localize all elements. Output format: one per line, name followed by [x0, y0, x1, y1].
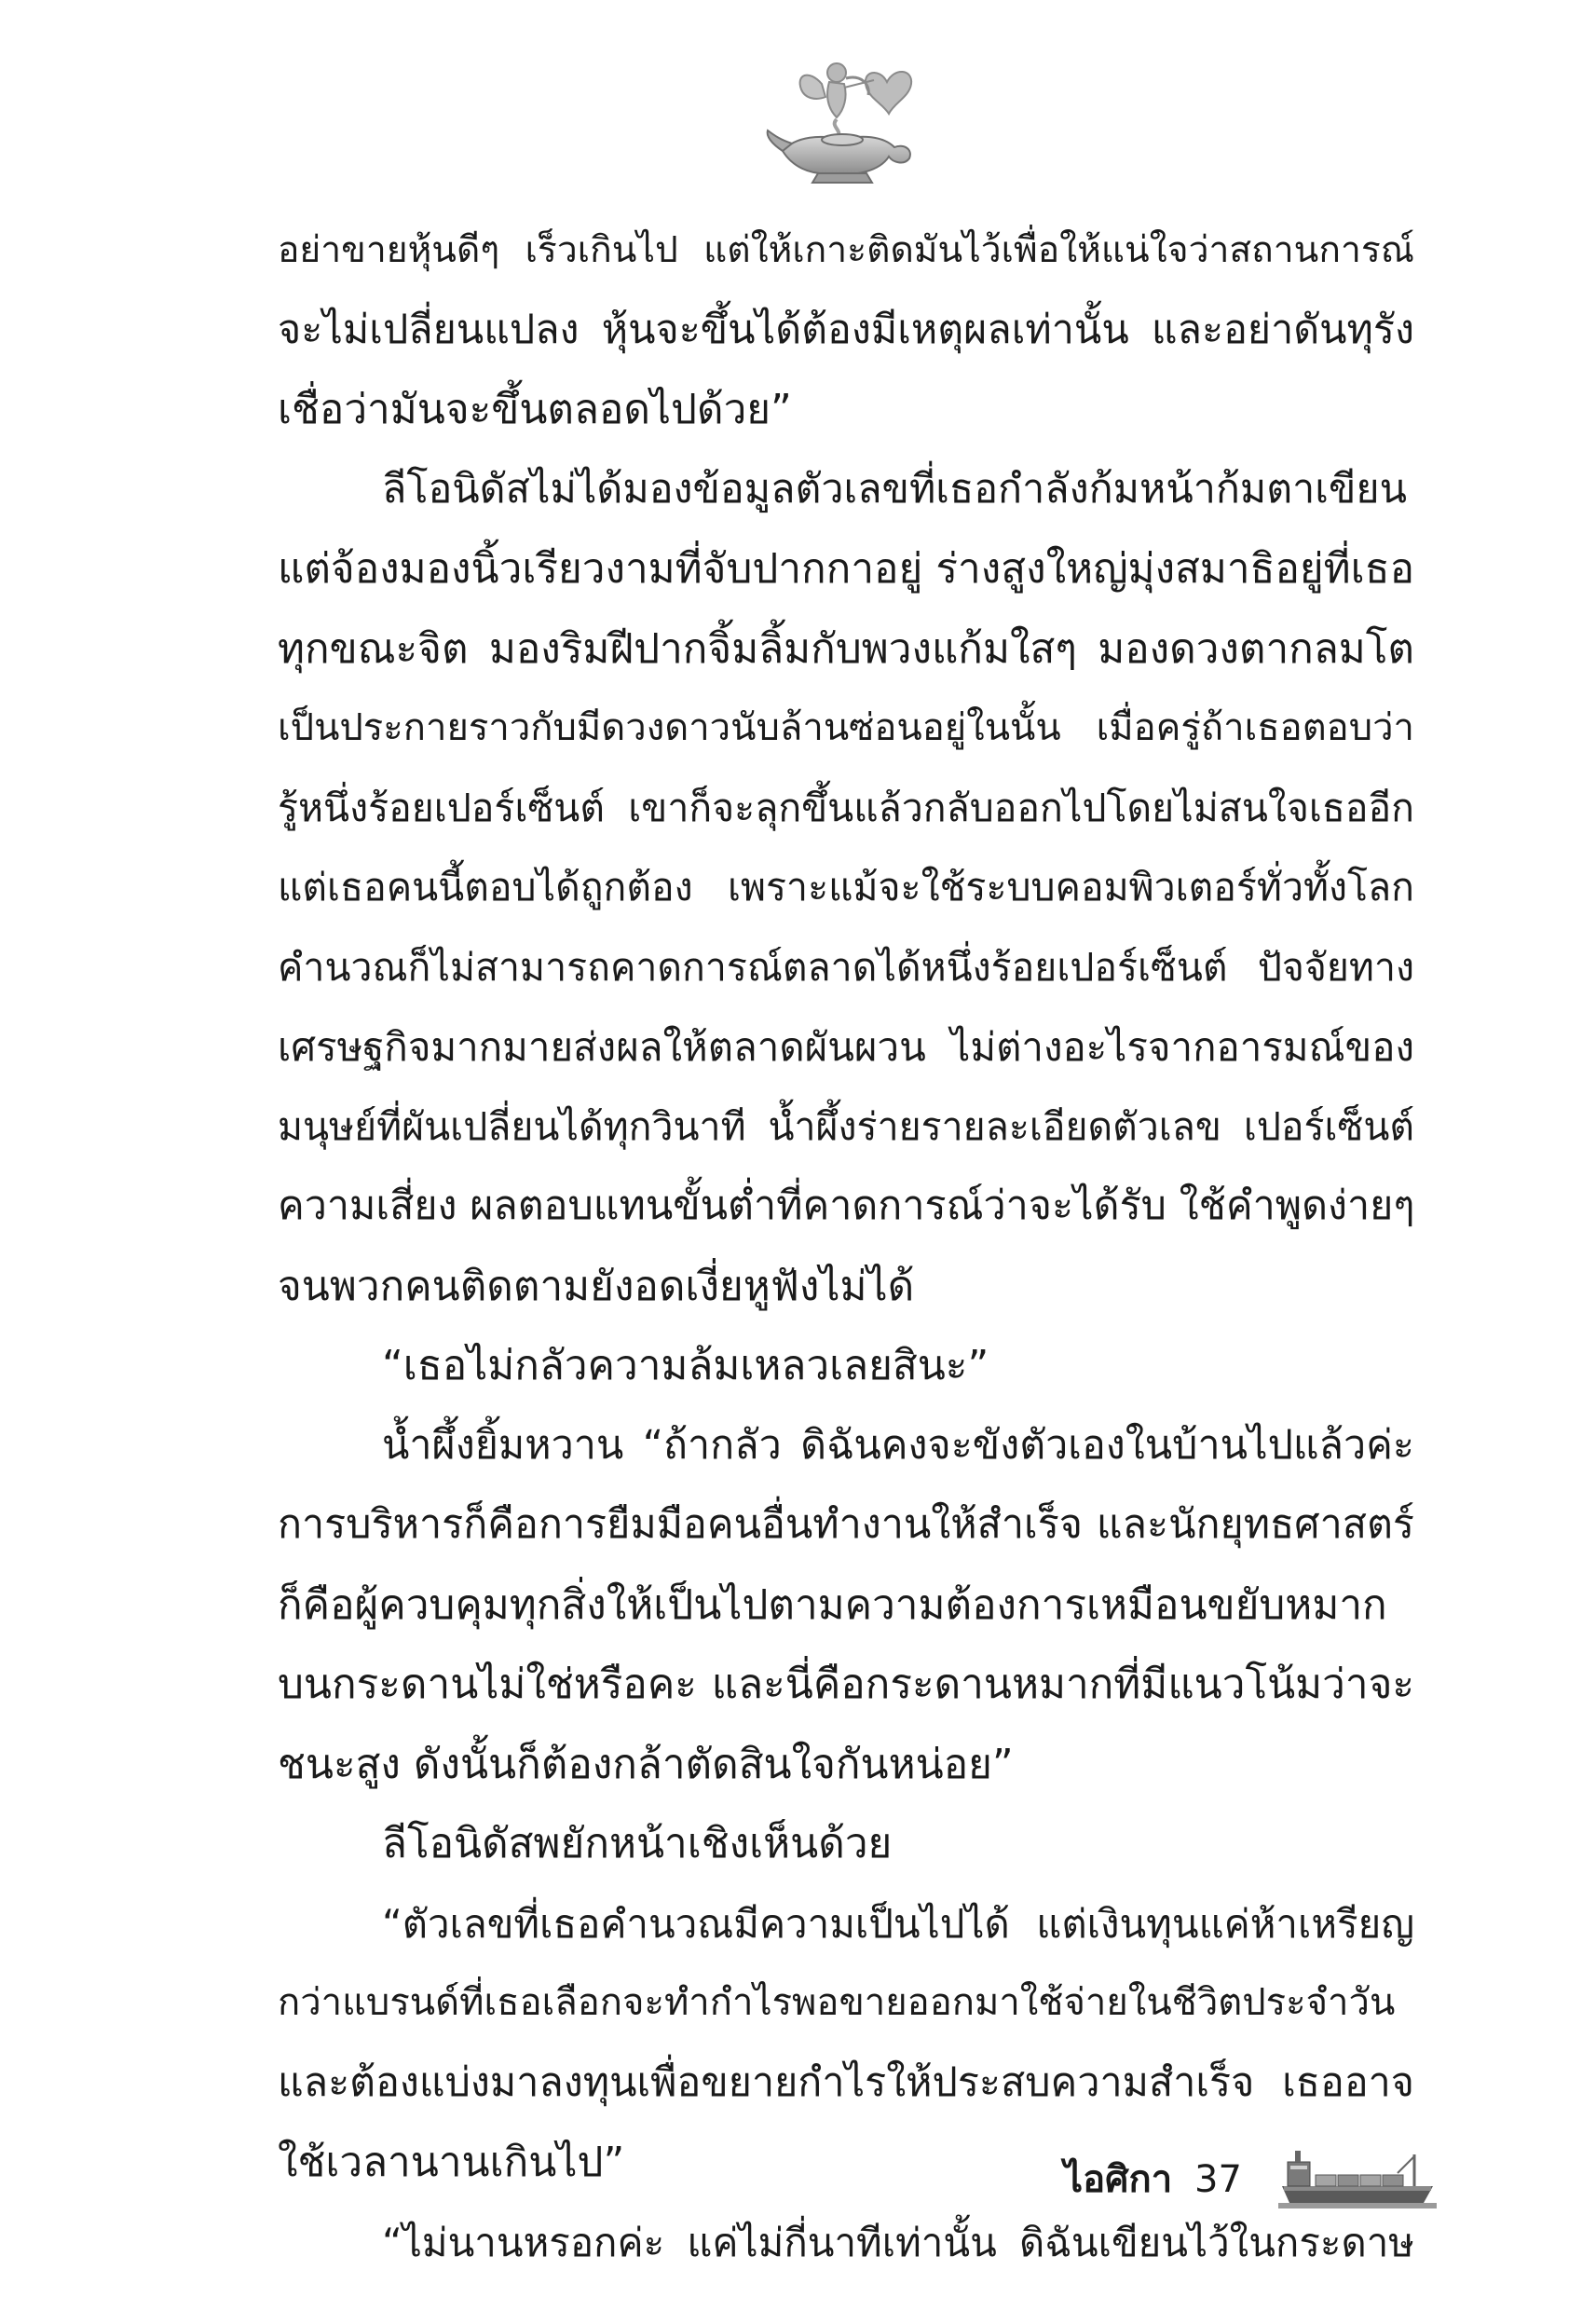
- text-line: น้ำผึ้งยิ้มหวาน “ถ้ากลัว ดิฉันคงจะขังตัวเองในบ้านไปแล้วค่ะ: [382, 1421, 1414, 1469]
- text-line: และต้องแบ่งมาลงทุนเพื่อขยายกำไรให้ประสบความสำเร็จ เธออาจ: [278, 2058, 1414, 2106]
- text-line: จนพวกคนติดตามยังอดเงี่ยหูฟังไม่ได้: [278, 1262, 915, 1310]
- text-line: การบริหารก็คือการยืมมือคนอื่นทำงานให้สำเร็จ และนักยุทธศาสตร์: [278, 1501, 1414, 1548]
- page-number: 37: [1194, 2158, 1242, 2201]
- text-line: ใช้เวลานานเกินไป”: [278, 2139, 625, 2186]
- text-line: “เธอไม่กลัวความล้มเหลวเลยสินะ”: [382, 1342, 989, 1389]
- text-line: กว่าแบรนด์ที่เธอเลือกจะทำกำไรพอขายออกมาใช้จ่ายในชีวิตประจำวัน: [278, 1981, 1396, 2024]
- text-line: ลีโอนิดัสพยักหน้าเชิงเห็นด้วย: [382, 1820, 893, 1867]
- text-line: ทุกขณะจิต มองริมฝีปากจิ้มลิ้มกับพวงแก้มใสๆ มองดวงตากลมโต: [278, 624, 1414, 673]
- ship-icon: [1278, 2145, 1437, 2214]
- text-line: เศรษฐกิจมากมายส่งผลให้ตลาดผันผวน ไม่ต่างอะไรจากอารมณ์ของ: [278, 1024, 1414, 1070]
- page-footer: [1062, 2143, 1453, 2218]
- text-line: ก็คือผู้ควบคุมทุกสิ่งให้เป็นไปตามความต้องการเหมือนขยับหมาก: [278, 1580, 1387, 1629]
- text-line: แต่เธอคนนี้ตอบได้ถูกต้อง เพราะแม้จะใช้ระบบคอมพิวเตอร์ทั่วทั้งโลก: [278, 865, 1414, 909]
- text-line: เชื่อว่ามันจะขึ้นตลอดไปด้วย”: [278, 386, 792, 433]
- text-line: บนกระดานไม่ใช่หรือคะ และนี่คือกระดานหมากที่มีแนวโน้มว่าจะ: [278, 1661, 1414, 1708]
- body-text: [278, 211, 1414, 2282]
- text-line: จะไม่เปลี่ยนแปลง หุ้นจะขึ้นได้ต้องมีเหตุผลเท่านั้น และอย่าดันทุรัง: [278, 306, 1414, 353]
- text-line: ลีโอนิดัสไม่ได้มองข้อมูลตัวเลขที่เธอกำลังก้มหน้าก้มตาเขียน: [382, 465, 1407, 513]
- text-line: “ไม่นานหรอกค่ะ แค่ไม่กี่นาทีเท่านั้น ดิฉันเขียนไว้ในกระดาษ: [382, 2219, 1414, 2265]
- running-title: ไอศิกา: [1064, 2158, 1173, 2201]
- text-line: แต่จ้องมองนิ้วเรียวงามที่จับปากกาอยู่ ร่างสูงใหญ่มุ่งสมาธิอยู่ที่เธอ: [278, 545, 1414, 593]
- text-line: มนุษย์ที่ผันเปลี่ยนได้ทุกวินาที น้ำผึ้งร่ายรายละเอียดตัวเลข เปอร์เซ็นต์: [278, 1103, 1414, 1149]
- text-line: อย่าขายหุ้นดีๆ เร็วเกินไป แต่ให้เกาะติดมันไว้เพื่อให้แน่ใจว่าสถานการณ์: [278, 229, 1414, 271]
- text-line: รู้หนึ่งร้อยเปอร์เซ็นต์ เขาก็จะลุกขึ้นแล้วกลับออกไปโดยไม่สนใจเธออีก: [278, 785, 1414, 830]
- text-line: เป็นประกายราวกับมีดวงดาวนับล้านซ่อนอยู่ในนั้น เมื่อครู่ถ้าเธอตอบว่า: [278, 706, 1414, 749]
- genie-lamp-icon: [764, 47, 922, 186]
- text-line: ความเสี่ยง ผลตอบแทนขั้นต่ำที่คาดการณ์ว่าจะได้รับ ใช้คำพูดง่ายๆ: [278, 1183, 1414, 1229]
- text-line: ชนะสูง ดังนั้นก็ต้องกล้าตัดสินใจกันหน่อย”: [278, 1740, 1014, 1788]
- text-line: “ตัวเลขที่เธอคำนวณมีความเป็นไปได้ แต่เงินทุนแค่ห้าเหรียญ: [382, 1900, 1414, 1947]
- text-line: คำนวณก็ไม่สามารถคาดการณ์ตลาดได้หนึ่งร้อยเปอร์เซ็นต์ ปัจจัยทาง: [278, 944, 1414, 990]
